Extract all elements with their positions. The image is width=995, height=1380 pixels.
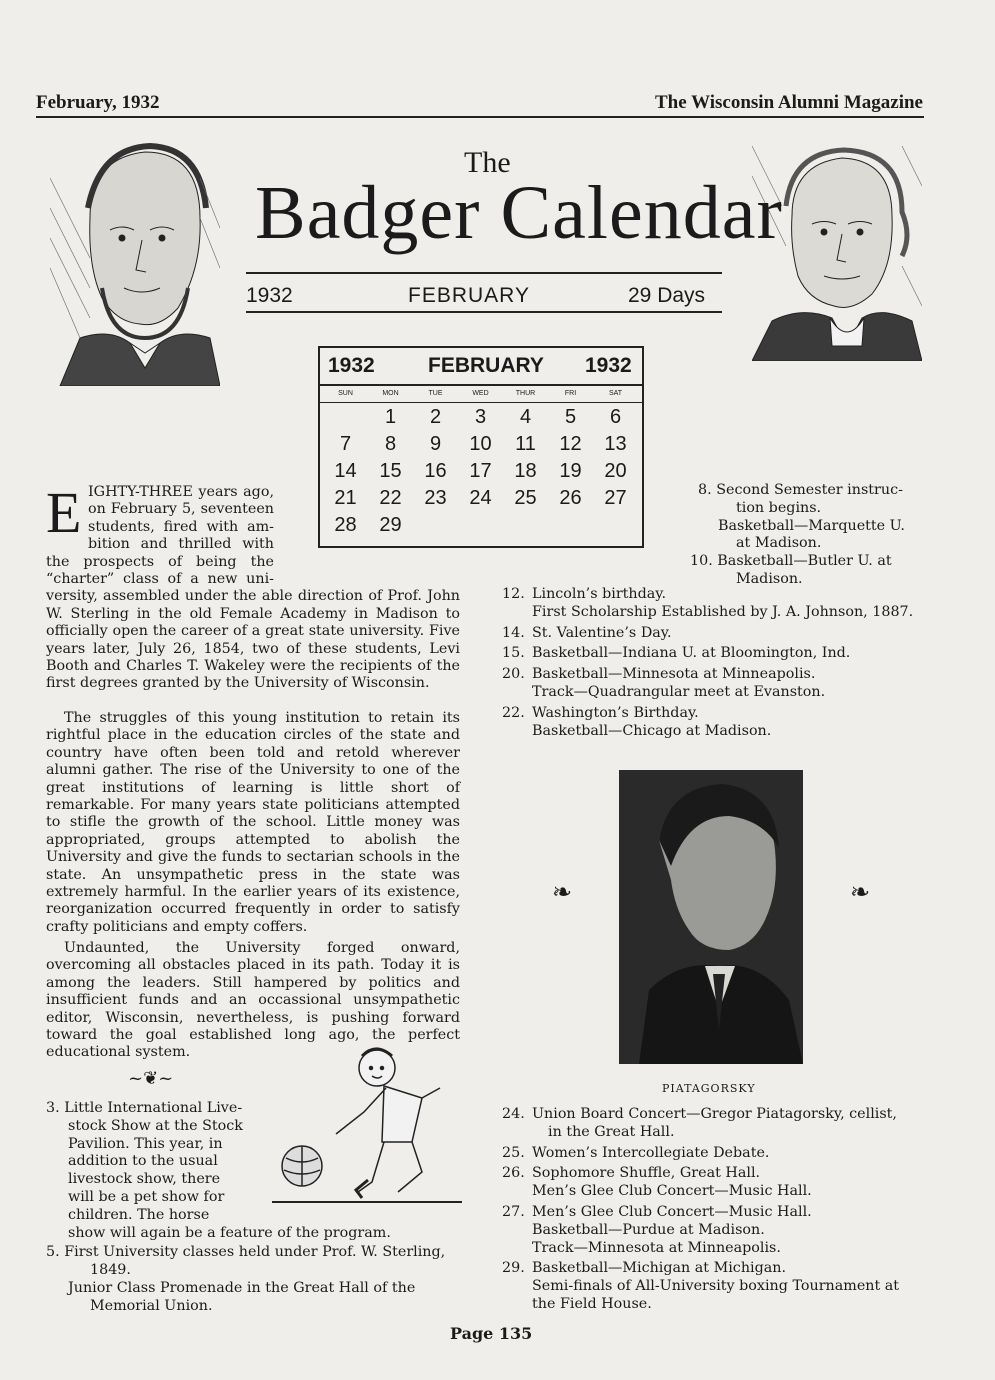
event-line: Pavilion. This year, in	[68, 1135, 223, 1152]
page-title: Badger Calendar	[255, 171, 783, 255]
calendar-day: 26	[559, 487, 582, 509]
event-day: 14.	[502, 624, 525, 641]
calendar-day: 9	[429, 433, 442, 455]
calendar-month: FEBRUARY	[428, 354, 544, 377]
calendar-day: 18	[514, 460, 537, 482]
event-10	[690, 553, 920, 589]
calendar-day: 24	[469, 487, 492, 509]
calendar-rule-2	[320, 402, 642, 403]
event-line: the Field House.	[532, 1295, 652, 1312]
title-month: FEBRUARY	[408, 284, 530, 307]
events-right-middle	[502, 586, 932, 743]
event-line: First Scholarship Established by J. A. Johnson, 1887.	[532, 603, 914, 620]
calendar-day: 1	[384, 406, 397, 428]
calendar-day: 7	[339, 433, 352, 455]
weekday-label: SAT	[608, 390, 623, 397]
event-line: Memorial Union.	[90, 1297, 213, 1314]
calendar-day: 27	[604, 487, 627, 509]
calendar-day: 17	[469, 460, 492, 482]
event-line: Basketball—Michigan at Michigan.	[532, 1260, 787, 1277]
title-days: 29 Days	[628, 284, 706, 307]
title-year: 1932	[246, 284, 293, 307]
event-row	[502, 1222, 932, 1240]
event-line: Union Board Concert—Gregor Piatagorsky, cellist,	[532, 1106, 897, 1122]
event-line: Basketball—Butler U. at	[717, 553, 892, 570]
events-right-bottom	[502, 1106, 932, 1317]
calendar-day: 4	[519, 406, 532, 428]
photo-portrait	[619, 770, 803, 1064]
event-row	[502, 586, 932, 604]
event-row	[502, 1240, 932, 1258]
event-line: addition to the usual	[68, 1153, 218, 1170]
lincoln-portrait	[50, 138, 220, 386]
calendar-day: 5	[564, 406, 577, 428]
intro-opening	[88, 484, 274, 554]
event-row	[502, 1183, 932, 1201]
event-line: tion begins.	[736, 499, 822, 516]
intro-paragraph-2: The struggles of this young institution to retain its rightful place in the education circles of the state and country have often been told and retold wherever alumni gather. The rise of the University to one of the great institutions of learning is little short of remarkable. For many years state politicians attempted to stifle the growth of the school. Little money was appropriated, groups attempted to abolish the University and give the funds to sectarian schools in the state. An unsympathetic press in the state was extremely harmful. In the earlier years of its existence, reorganization occurred frequently in order to satisfy crafty politicians and empty coffers.	[46, 710, 460, 935]
calendar-day: 12	[559, 433, 582, 455]
weekday-label: THUR	[515, 390, 536, 397]
title-rule-bottom	[246, 311, 722, 313]
event-line: Men’s Glee Club Concert—Music Hall.	[532, 1203, 812, 1220]
intro-opening-2	[46, 554, 274, 589]
event-line: Basketball—Indiana U. at Bloomington, Ind.	[532, 645, 851, 662]
ornament-right: ❧	[850, 878, 871, 906]
event-day: 26.	[502, 1165, 525, 1182]
events-left	[46, 1100, 466, 1316]
event-entry	[502, 1204, 932, 1257]
event-entry	[502, 1145, 932, 1163]
intro-line: the prospects of being the	[46, 553, 274, 570]
calendar-day: 3	[474, 406, 487, 428]
intro-line: on February 5, seventeen	[88, 501, 274, 518]
ornament-left: ❧	[552, 878, 573, 906]
event-line: children. The horse	[68, 1206, 210, 1223]
event-row	[502, 1204, 932, 1222]
event-entry	[502, 645, 932, 663]
event-row	[502, 1106, 932, 1124]
event-line: Madison.	[736, 570, 803, 587]
calendar-day: 10	[469, 433, 492, 455]
event-day: 24.	[502, 1106, 525, 1122]
event-entry	[502, 1106, 932, 1142]
event-entry	[502, 586, 932, 622]
event-entry	[502, 705, 932, 741]
ornament-divider: ~❦~	[128, 1068, 174, 1089]
piatagorsky-photo	[619, 770, 803, 1064]
title-the: The	[464, 146, 511, 179]
event-day: 27.	[502, 1203, 525, 1220]
calendar-day: 14	[334, 460, 357, 482]
running-header-magazine: The Wisconsin Alumni Magazine	[655, 92, 923, 113]
event-row	[502, 1296, 932, 1314]
event-line: First University classes held under Prof. W. Sterling,	[64, 1244, 446, 1261]
event-day: 20.	[502, 666, 525, 683]
event-day: 8.	[698, 482, 712, 498]
month-calendar	[318, 346, 644, 548]
event-line: Track—Quadrangular meet at Evanston.	[532, 683, 826, 700]
event-day: 3.	[46, 1100, 60, 1116]
calendar-day: 25	[514, 487, 537, 509]
event-line: Second Semester instruc-	[716, 482, 903, 498]
event-line: Basketball—Marquette U.	[718, 517, 905, 534]
event-row	[502, 723, 932, 741]
weekday-label: WED	[472, 390, 489, 397]
event-entry	[502, 625, 932, 643]
event-day: 25.	[502, 1144, 525, 1161]
intro-paragraph-1	[46, 588, 460, 692]
calendar-day: 2	[429, 406, 442, 428]
calendar-day: 28	[334, 514, 357, 536]
event-line: Lincoln’s birthday.	[532, 586, 667, 602]
calendar-day: 23	[424, 487, 447, 509]
calendar-rule	[320, 384, 642, 386]
title-rule-top	[246, 272, 722, 274]
calendar-day: 6	[609, 406, 622, 428]
intro-para1-rest: versity, assembled under the able direction of Prof. John W. Sterling in the old Female Academy in Madison to officially open the career of a great state university. Five years later, July 26, 1854, two of these students, Levi Booth and Charles T. Wakeley were the recipients of the first degrees granted by the University of Wisconsin.	[46, 588, 460, 692]
weekday-label: MON	[382, 390, 399, 397]
intro-line: IGHTY-THREE years ago,	[88, 484, 274, 500]
calendar-day: 29	[379, 514, 402, 536]
calendar-day: 16	[424, 460, 447, 482]
event-row	[502, 1124, 932, 1142]
event-line: Junior Class Promenade in the Great Hall of the	[68, 1279, 416, 1296]
event-line: stock Show at the Stock	[68, 1117, 243, 1134]
event-row	[502, 1165, 932, 1183]
event-line: at Madison.	[736, 535, 822, 552]
intro-line: “charter” class of a new uni-	[46, 571, 274, 587]
event-line: in the Great Hall.	[548, 1123, 675, 1140]
calendar-day: 13	[604, 433, 627, 455]
event-line: 1849.	[90, 1262, 131, 1279]
calendar-day: 21	[334, 487, 357, 509]
event-row	[502, 1278, 932, 1296]
event-line: Basketball—Chicago at Madison.	[532, 722, 772, 739]
event-3	[46, 1100, 466, 1242]
calendar-day: 8	[384, 433, 397, 455]
event-entry	[502, 666, 932, 702]
event-row	[502, 645, 932, 663]
event-5	[46, 1244, 466, 1315]
event-entry	[502, 1260, 932, 1313]
event-row	[502, 625, 932, 643]
photo-caption: PIATAGORSKY	[662, 1082, 756, 1095]
event-row	[502, 666, 932, 684]
header-rule	[36, 116, 924, 118]
event-day: 22.	[502, 704, 525, 721]
calendar-day: 19	[559, 460, 582, 482]
event-row	[502, 604, 932, 622]
event-row	[502, 684, 932, 702]
event-day: 5.	[46, 1244, 60, 1261]
calendar-day: 11	[515, 433, 536, 455]
event-line: livestock show, there	[68, 1171, 221, 1188]
event-day: 12.	[502, 586, 525, 602]
running-header-date: February, 1932	[36, 92, 160, 113]
event-day: 15.	[502, 645, 525, 662]
event-line: Little International Live-	[64, 1100, 243, 1116]
event-line: Track—Minnesota at Minneapolis.	[532, 1239, 781, 1256]
page-number: Page 135	[450, 1324, 533, 1343]
event-line: Basketball—Minnesota at Minneapolis.	[532, 666, 816, 683]
intro-line: bition and thrilled with	[88, 536, 274, 553]
calendar-day: 15	[379, 460, 402, 482]
event-line: Basketball—Purdue at Madison.	[532, 1221, 765, 1238]
weekday-label: TUE	[428, 390, 443, 397]
intro-para3: Undaunted, the University forged onward, overcoming all obstacles placed in its path. Today it is among the leaders. Still hampered by politics and insufficient funds and an occassional unsympathetic editor, Wisconsin, nevertheless, is pushing forward toward the goal established long ago, the perfect educational system.	[46, 940, 460, 1061]
event-day: 29.	[502, 1260, 525, 1277]
calendar-year-right: 1932	[585, 354, 632, 377]
weekday-label: SUN	[338, 390, 353, 397]
event-8	[690, 482, 920, 553]
event-line: will be a pet show for	[68, 1188, 225, 1205]
event-row	[502, 1145, 932, 1163]
weekday-label: FRI	[564, 390, 577, 397]
drop-cap: E	[46, 480, 82, 545]
event-row	[502, 705, 932, 723]
calendar-year-left: 1932	[328, 354, 375, 377]
event-day: 10.	[690, 553, 713, 570]
events-right-top	[690, 482, 920, 589]
event-line: show will again be a feature of the program.	[68, 1224, 391, 1241]
event-line: Semi-finals of All-University boxing Tournament at	[532, 1278, 900, 1295]
event-line: Women’s Intercollegiate Debate.	[532, 1144, 770, 1161]
event-line: St. Valentine’s Day.	[532, 624, 672, 641]
event-line: Sophomore Shuffle, Great Hall.	[532, 1165, 761, 1182]
event-row	[502, 1260, 932, 1278]
event-entry	[502, 1165, 932, 1201]
event-line: Men’s Glee Club Concert—Music Hall.	[532, 1183, 812, 1200]
intro-line: students, fired with am-	[88, 518, 274, 535]
calendar-day: 20	[604, 460, 627, 482]
calendar-day: 22	[379, 487, 402, 509]
event-line: Washington’s Birthday.	[532, 704, 699, 721]
